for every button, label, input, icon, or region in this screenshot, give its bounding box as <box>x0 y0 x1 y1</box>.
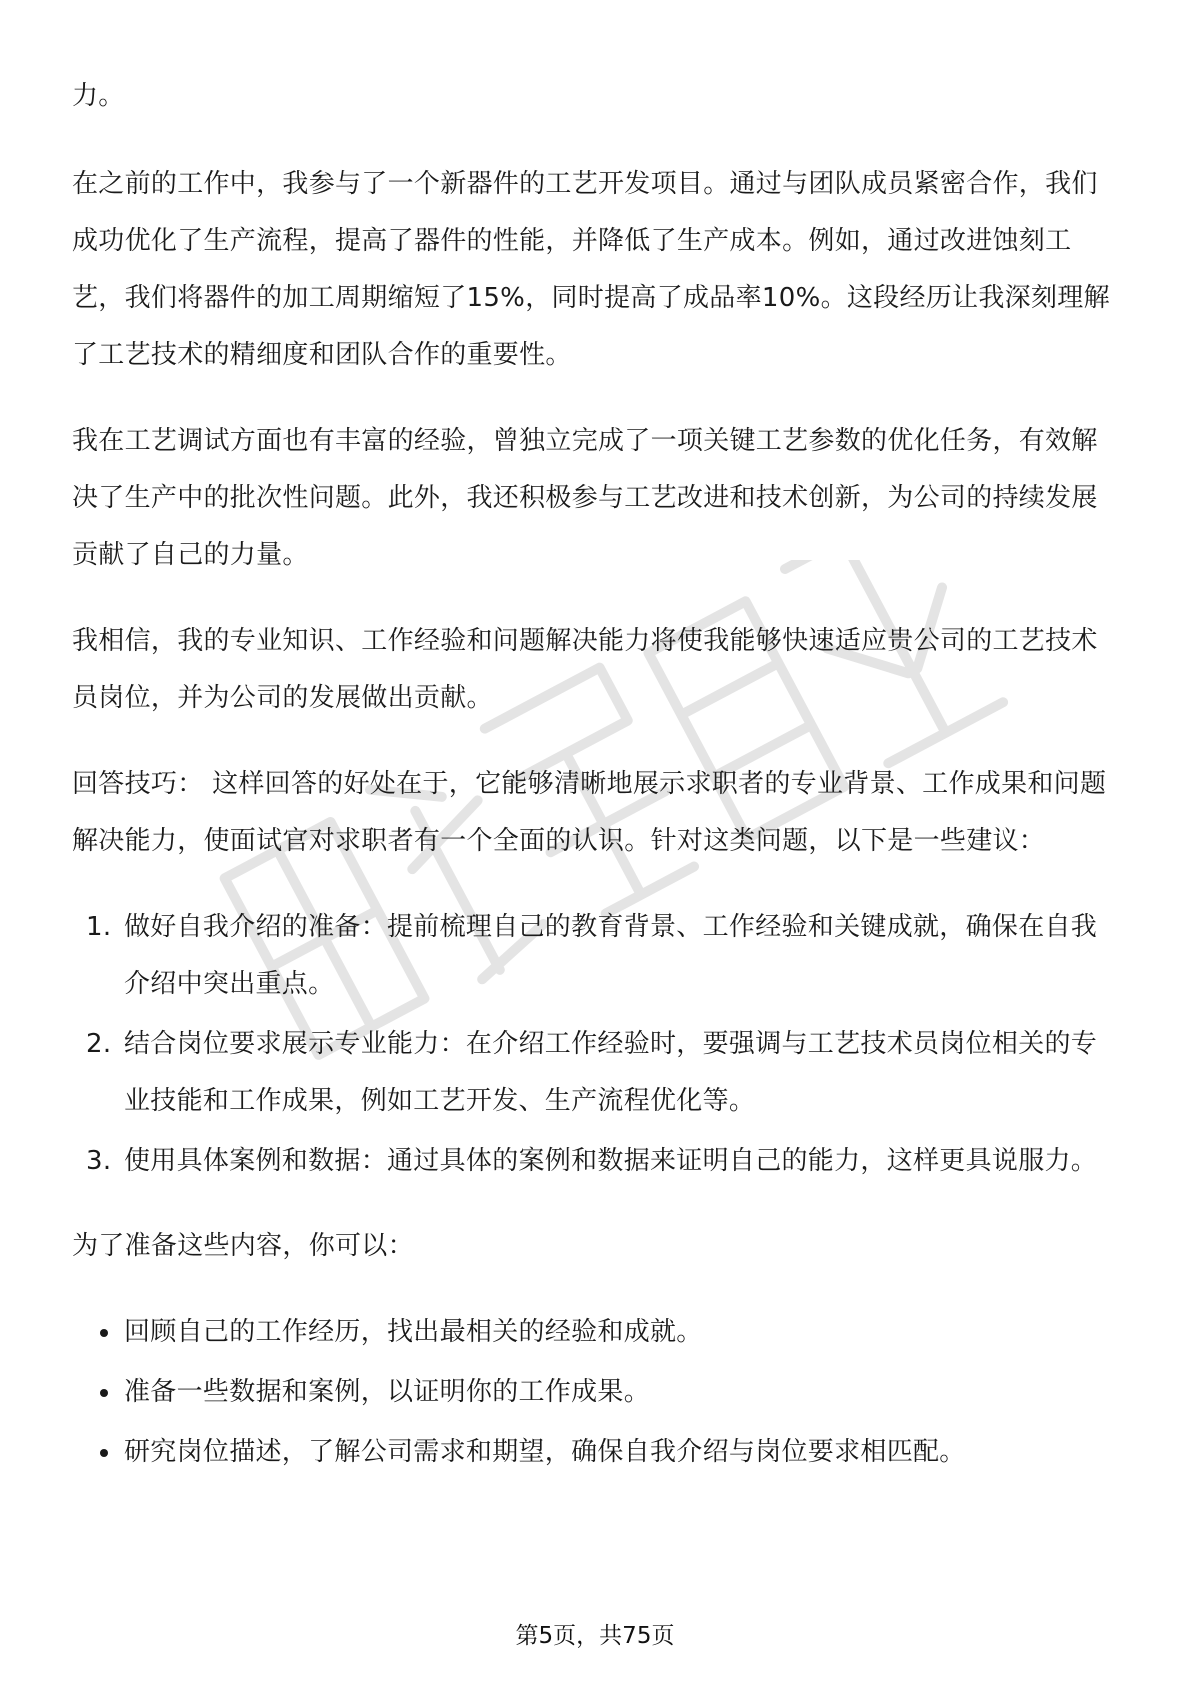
paragraph-conclusion: 我相信，我的专业知识、工作经验和问题解决能力将使我能够快速适应贵公司的工艺技术员岗位，并为公司的发展做出贡献。 <box>72 626 1098 713</box>
list-item <box>72 1133 1120 1190</box>
list-number: 2. <box>86 1029 112 1059</box>
bullet-dot-icon <box>100 1449 108 1457</box>
list-item-text: 做好自我介绍的准备：提前梳理自己的教育背景、工作经验和关键成就，确保在自我介绍中突出重点。 <box>124 912 1098 999</box>
paragraph-preparation-intro: 为了准备这些内容，你可以： <box>72 1231 414 1261</box>
list-item-text: 准备一些数据和案例，以证明你的工作成果。 <box>124 1377 651 1407</box>
bullet-dot-icon <box>100 1329 108 1337</box>
list-item <box>72 1304 1120 1361</box>
suggestions-list <box>72 899 1120 1190</box>
paragraph-project-experience: 在之前的工作中，我参与了一个新器件的工艺开发项目。通过与团队成员紧密合作，我们成功优化了生产流程，提高了器件的性能，并降低了生产成本。例如，通过改进蚀刻工艺，我们将器件的加工周期缩短了15%，同时提高了成品率10%。这段经历让我深刻理解了工艺技术的精细度和团队合作的重要性。 <box>72 169 1110 370</box>
paragraph-answer-tips: 回答技巧： 这样回答的好处在于，它能够清晰地展示求职者的专业背景、工作成果和问题解决能力，使面试官对求职者有一个全面的认识。针对这类问题，以下是一些建议： <box>72 769 1107 856</box>
paragraph-continuation: 力。 <box>72 81 125 111</box>
list-item <box>72 1016 1120 1130</box>
bullet-dot-icon <box>100 1389 108 1397</box>
list-item <box>72 1364 1120 1421</box>
list-item <box>72 1424 1120 1481</box>
page-number-footer: 第5页，共75页 <box>515 1623 675 1649</box>
list-item <box>72 899 1120 1013</box>
paragraph-debugging-experience: 我在工艺调试方面也有丰富的经验，曾独立完成了一项关键工艺参数的优化任务，有效解决了生产中的批次性问题。此外，我还积极参与工艺改进和技术创新，为公司的持续发展贡献了自己的力量。 <box>72 426 1098 570</box>
list-item-text: 回顾自己的工作经历，找出最相关的经验和成就。 <box>124 1317 703 1347</box>
list-number: 1. <box>86 912 112 942</box>
list-item-text: 结合岗位要求展示专业能力：在介绍工作经验时，要强调与工艺技术员岗位相关的专业技能和工作成果，例如工艺开发、生产流程优化等。 <box>124 1029 1098 1116</box>
list-number: 3. <box>86 1146 112 1176</box>
document-body <box>72 68 1120 1484</box>
list-item-text: 研究岗位描述，了解公司需求和期望，确保自我介绍与岗位要求相匹配。 <box>124 1437 966 1467</box>
preparation-list <box>72 1304 1120 1481</box>
list-item-text: 使用具体案例和数据：通过具体的案例和数据来证明自己的能力，这样更具说服力。 <box>124 1146 1098 1176</box>
